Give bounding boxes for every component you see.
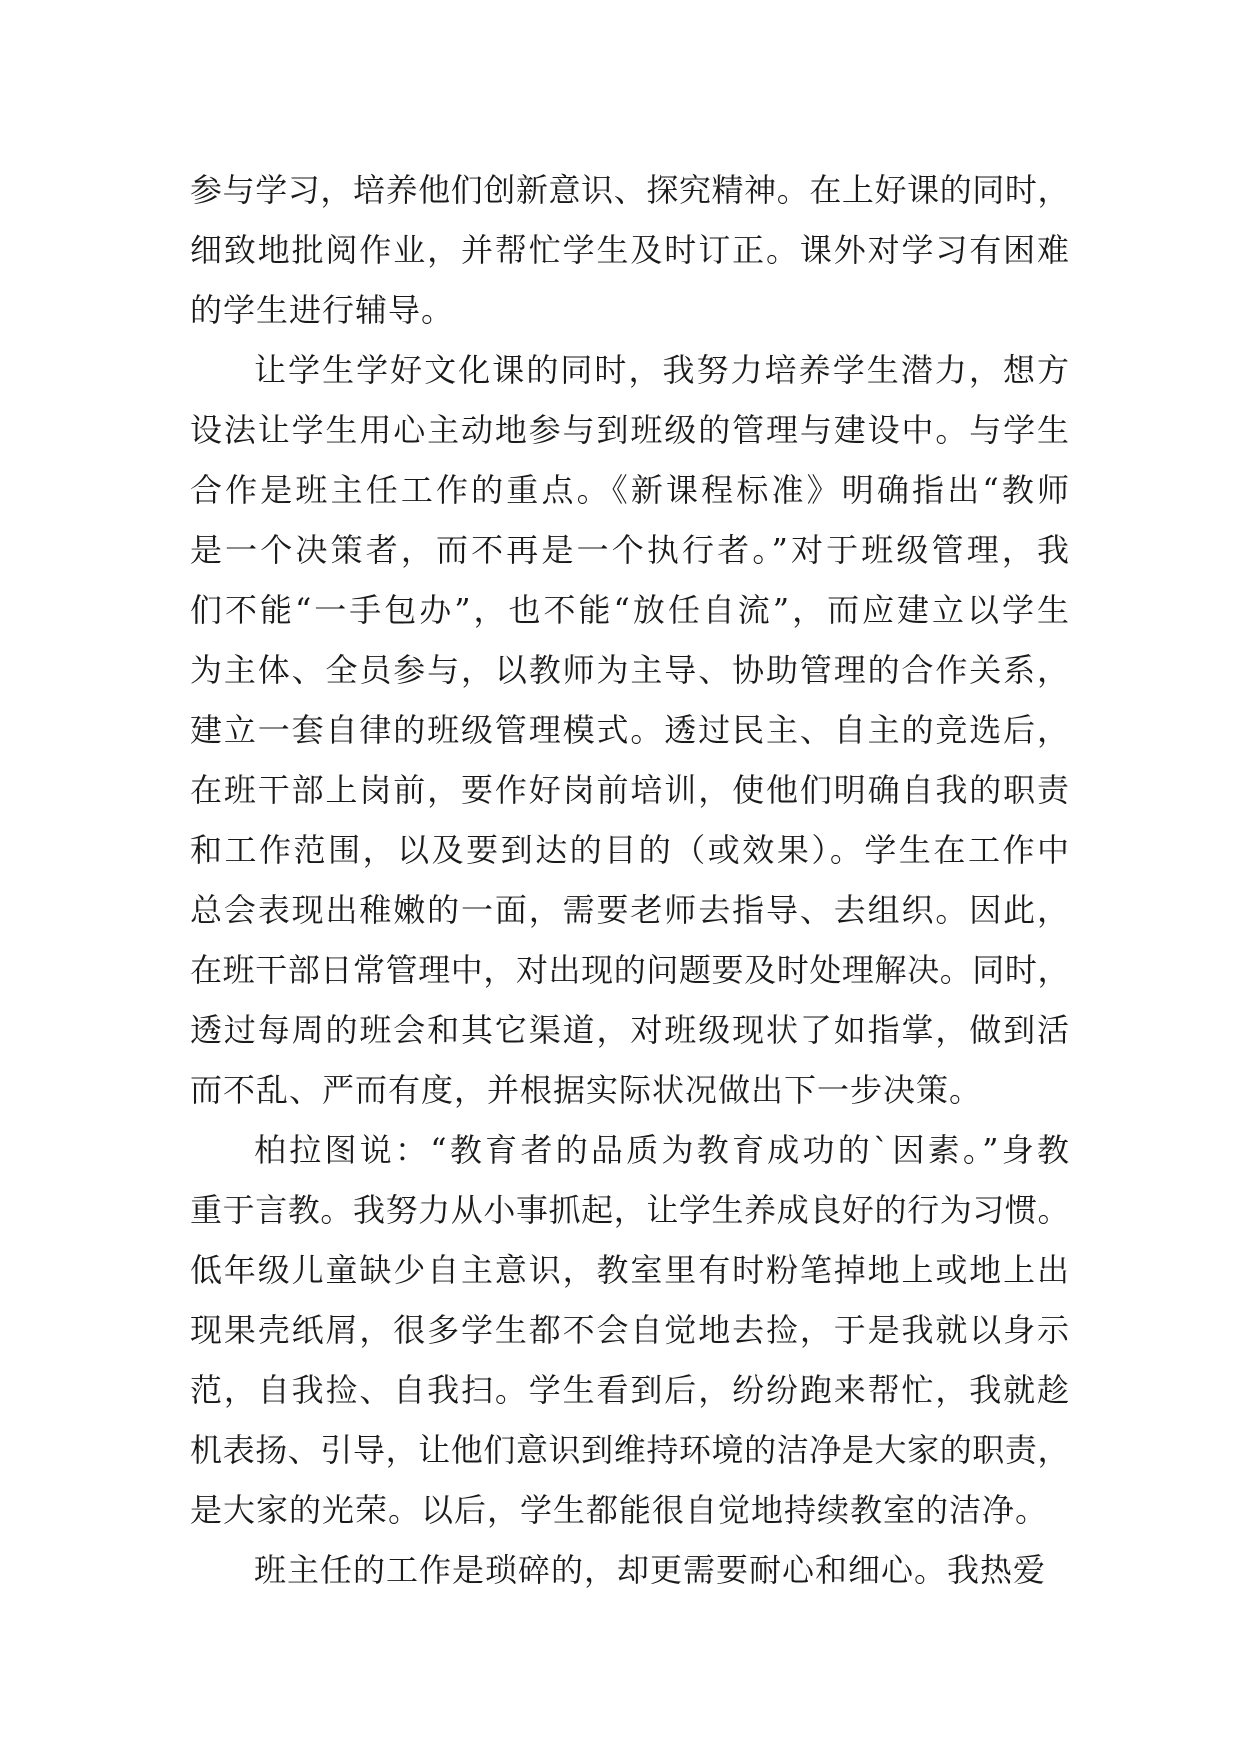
- text-line: 机表扬、引导，让他们意识到维持环境的洁净是大家的职责，: [190, 1431, 1070, 1469]
- paragraph: [190, 160, 1070, 340]
- text-line: 的学生进行辅导。: [190, 291, 455, 329]
- text-line: 设法让学生用心主动地参与到班级的管理与建设中。与学生: [190, 411, 1070, 449]
- text-line: 细致地批阅作业，并帮忙学生及时订正。课外对学习有困难: [190, 231, 1070, 269]
- text-line: 重于言教。我努力从小事抓起，让学生养成良好的行为习惯。: [190, 1191, 1070, 1229]
- text-line: 总会表现出稚嫩的一面，需要老师去指导、去组织。因此，: [190, 891, 1070, 929]
- text-line: 而不乱、严而有度，并根据实际状况做出下一步决策。: [190, 1071, 983, 1109]
- text-line: 为主体、全员参与，以教师为主导、协助管理的合作关系，: [190, 651, 1070, 689]
- text-line: 在班干部上岗前，要作好岗前培训，使他们明确自我的职责: [190, 771, 1070, 809]
- text-line: 现果壳纸屑，很多学生都不会自觉地去捡，于是我就以身示: [190, 1311, 1070, 1349]
- text-line: 和工作范围，以及要到达的目的（或效果）。学生在工作中: [190, 831, 1070, 869]
- text-line: 低年级儿童缺少自主意识，教室里有时粉笔掉地上或地上出: [190, 1251, 1070, 1289]
- text-line: 在班干部日常管理中，对出现的问题要及时处理解决。同时，: [190, 951, 1070, 989]
- text-line: 是一个决策者，而不再是一个执行者。”对于班级管理，我: [190, 531, 1070, 569]
- text-line: 柏拉图说：“教育者的品质为教育成功的`因素。”身教: [254, 1131, 1070, 1169]
- paragraph: [190, 340, 1070, 1120]
- text-line: 班主任的工作是琐碎的，却更需要耐心和细心。我热爱: [254, 1551, 1047, 1589]
- text-line: 参与学习，培养他们创新意识、探究精神。在上好课的同时，: [190, 171, 1070, 209]
- text-line: 范，自我捡、自我扫。学生看到后，纷纷跑来帮忙，我就趁: [190, 1371, 1070, 1409]
- text-line: 合作是班主任工作的重点。《新课程标准》明确指出“教师: [190, 471, 1070, 509]
- text-line: 让学生学好文化课的同时，我努力培养学生潜力，想方: [254, 351, 1070, 389]
- text-line: 建立一套自律的班级管理模式。透过民主、自主的竞选后，: [190, 711, 1070, 749]
- text-line: 们不能“一手包办”，也不能“放任自流”，而应建立以学生: [190, 591, 1070, 629]
- paragraph: [190, 1540, 1070, 1600]
- document-body: [190, 160, 1070, 1600]
- text-line: 透过每周的班会和其它渠道，对班级现状了如指掌，做到活: [190, 1011, 1070, 1049]
- text-line: 是大家的光荣。以后，学生都能很自觉地持续教室的洁净。: [190, 1491, 1049, 1529]
- paragraph: [190, 1120, 1070, 1540]
